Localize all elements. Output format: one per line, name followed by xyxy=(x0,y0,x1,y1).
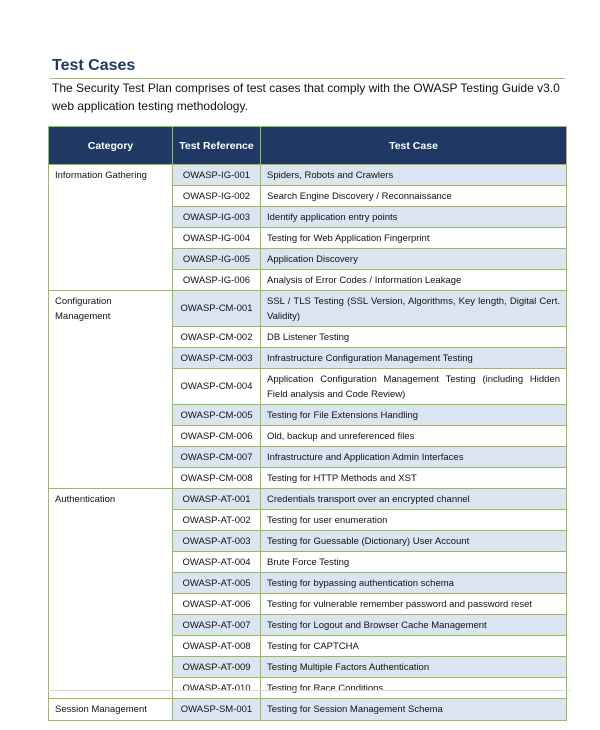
test-reference-cell: OWASP-AT-006 xyxy=(173,594,261,615)
table-row xyxy=(49,699,567,721)
test-reference-cell: OWASP-IG-006 xyxy=(173,270,261,291)
header-test-case: Test Case xyxy=(261,127,567,165)
table-row xyxy=(49,165,567,186)
table-row xyxy=(49,291,567,327)
test-reference-cell: OWASP-IG-004 xyxy=(173,228,261,249)
test-reference-cell: OWASP-AT-008 xyxy=(173,636,261,657)
test-case-cell: Testing for bypassing authentication schema xyxy=(261,573,567,594)
test-reference-cell: OWASP-AT-005 xyxy=(173,573,261,594)
test-reference-cell: OWASP-IG-005 xyxy=(173,249,261,270)
test-case-cell: Infrastructure Configuration Management Testing xyxy=(261,348,567,369)
category-cell: Information Gathering xyxy=(49,165,173,291)
test-case-cell: DB Listener Testing xyxy=(261,327,567,348)
test-case-cell: Testing for user enumeration xyxy=(261,510,567,531)
test-reference-cell: OWASP-CM-003 xyxy=(173,348,261,369)
test-reference-cell: OWASP-CM-005 xyxy=(173,405,261,426)
test-reference-cell: OWASP-AT-002 xyxy=(173,510,261,531)
test-reference-cell: OWASP-IG-003 xyxy=(173,207,261,228)
test-case-cell: Testing for File Extensions Handling xyxy=(261,405,567,426)
test-case-cell: Testing for Race Conditions xyxy=(261,678,567,699)
page-bottom-divider xyxy=(48,690,570,691)
section-title: Test Cases xyxy=(52,57,136,74)
test-case-cell: Brute Force Testing xyxy=(261,552,567,573)
test-reference-cell: OWASP-AT-007 xyxy=(173,615,261,636)
test-case-cell: Infrastructure and Application Admin Interfaces xyxy=(261,447,567,468)
test-reference-cell: OWASP-SM-001 xyxy=(173,699,261,721)
header-test-reference: Test Reference xyxy=(173,127,261,165)
table-row xyxy=(49,489,567,510)
test-case-cell: Application Configuration Management Testing (including Hidden Field analysis and Code Review) xyxy=(261,369,567,405)
test-reference-cell: OWASP-AT-003 xyxy=(173,531,261,552)
test-case-cell: Testing for Logout and Browser Cache Management xyxy=(261,615,567,636)
test-case-cell: Search Engine Discovery / Reconnaissance xyxy=(261,186,567,207)
test-case-cell: Testing for Web Application Fingerprint xyxy=(261,228,567,249)
test-case-cell: Testing for CAPTCHA xyxy=(261,636,567,657)
test-reference-cell: OWASP-IG-001 xyxy=(173,165,261,186)
test-case-cell: Analysis of Error Codes / Information Leakage xyxy=(261,270,567,291)
test-case-cell: Testing for Session Management Schema xyxy=(261,699,567,721)
intro-paragraph: The Security Test Plan comprises of test cases that comply with the OWASP Testing Guide v3.0 web application testing methodology. xyxy=(52,81,560,113)
test-reference-cell: OWASP-CM-001 xyxy=(173,291,261,327)
test-reference-cell: OWASP-CM-006 xyxy=(173,426,261,447)
category-cell: Authentication xyxy=(49,489,173,699)
test-case-cell: Testing Multiple Factors Authentication xyxy=(261,657,567,678)
test-case-cell: Identify application entry points xyxy=(261,207,567,228)
test-case-cell: Spiders, Robots and Crawlers xyxy=(261,165,567,186)
test-reference-cell: OWASP-AT-004 xyxy=(173,552,261,573)
test-reference-cell: OWASP-CM-002 xyxy=(173,327,261,348)
test-case-cell: Testing for Guessable (Dictionary) User Account xyxy=(261,531,567,552)
table-header-row xyxy=(49,127,567,165)
test-reference-cell: OWASP-CM-004 xyxy=(173,369,261,405)
test-cases-table xyxy=(48,126,567,721)
table-body xyxy=(49,165,567,721)
test-reference-cell: OWASP-CM-007 xyxy=(173,447,261,468)
test-case-cell: Credentials transport over an encrypted channel xyxy=(261,489,567,510)
test-reference-cell: OWASP-IG-002 xyxy=(173,186,261,207)
category-cell: Configuration Management xyxy=(49,291,173,489)
test-reference-cell: OWASP-AT-010 xyxy=(173,678,261,699)
test-case-cell: Testing for vulnerable remember password and password reset xyxy=(261,594,567,615)
test-case-cell: Old, backup and unreferenced files xyxy=(261,426,567,447)
test-reference-cell: OWASP-AT-009 xyxy=(173,657,261,678)
test-reference-cell: OWASP-AT-001 xyxy=(173,489,261,510)
header-category: Category xyxy=(49,127,173,165)
test-reference-cell: OWASP-CM-008 xyxy=(173,468,261,489)
test-case-cell: SSL / TLS Testing (SSL Version, Algorithms, Key length, Digital Cert. Validity) xyxy=(261,291,567,327)
test-case-cell: Application Discovery xyxy=(261,249,567,270)
category-cell: Session Management xyxy=(49,699,173,721)
test-case-cell: Testing for HTTP Methods and XST xyxy=(261,468,567,489)
